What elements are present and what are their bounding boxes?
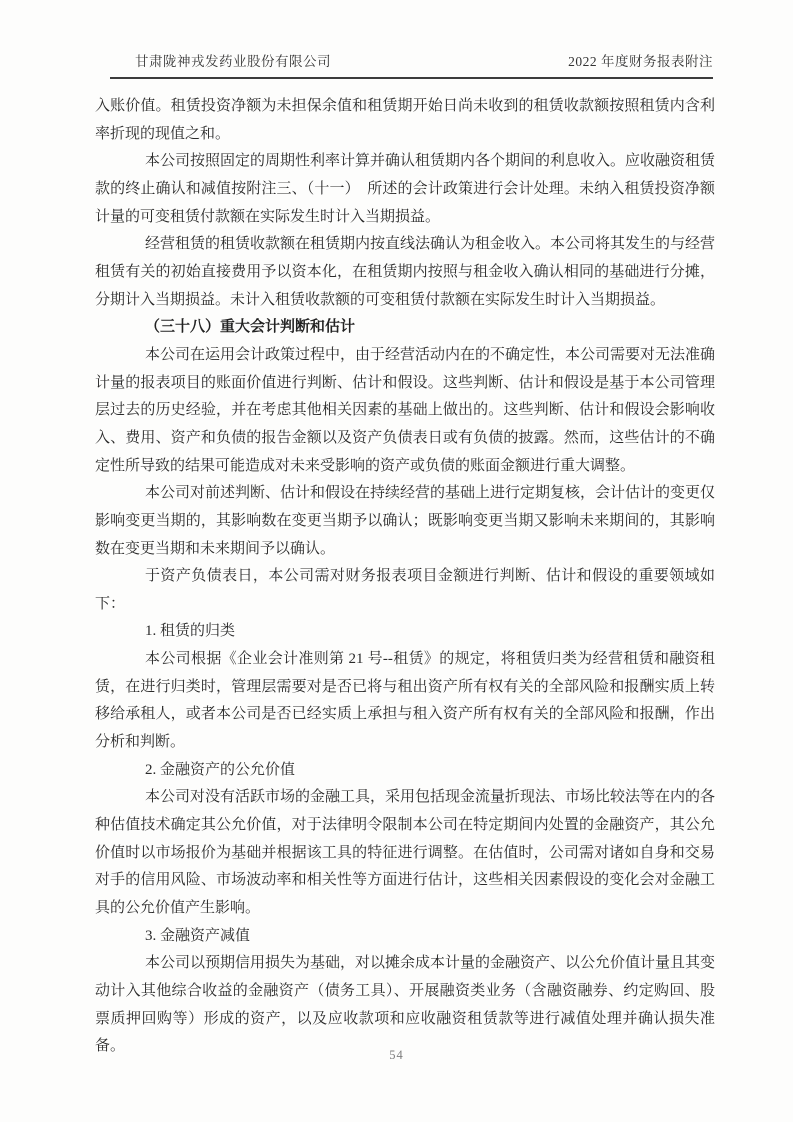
paragraph-fair-value: 本公司对没有活跃市场的金融工具，采用包括现金流量折现法、市场比较法等在内的各种估值技术确定其公允价值，对于法律明令限制本公司在特定期间内处置的金融资产，其公允价值时以市场报价为基础并根据该工具的特征进行调整。在估值时，公司需对诸如自身和交易对手的信用风险、市场波动率和相关性等方面进行估计，这些相关因素假设的变化会对金融工具的公允价值产生影响。 [95,789,716,917]
paragraph-periodic-review: 本公司对前述判断、估计和假设在持续经营的基础上进行定期复核，会计估计的变更仅影响变更当期的，其影响数在变更当期予以确认；既影响变更当期又影响未来期间的，其影响数在变更当期和未来期间予以确认。 [95,485,716,557]
subheading-2-fair-value: 2. 金融资产的公允价值 [145,761,296,778]
paragraph-accounting-policy-uncertainty: 本公司在运用会计政策过程中，由于经营活动内在的不确定性，本公司需要对无法准确计量的报表项目的账面价值进行判断、估计和假设。这些判断、估计和假设是基于本公司管理层过去的历史经验，并在考虑其他相关因素的基础上做出的。这些判断、估计和假设会影响收入、费用、资产和负债的报告金额以及资产负债表日或有负债的披露。然而，这些估计的不确定性所导致的结果可能造成对未来受影响的资产或负债的账面金额进行重大调整。 [95,346,716,474]
header-company-name: 甘肃陇神戎发药业股份有限公司 [135,54,331,69]
section-heading-38-judgments-estimates: （三十八）重大会计判断和估计 [145,319,356,336]
header-report-title: 2022 年度财务报表附注 [568,54,713,69]
paragraph-lease-classification: 本公司根据《企业会计准则第 21 号--租赁》的规定，将租赁归类为经营租赁和融资租赁，在进行归类时，管理层需要对是否已将与租出资产所有权有关的全部风险和报酬实质上转移给承租人，或者本公司是否已经实质上承担与租入资产所有权有关的全部风险和报酬，作出分析和判断。 [95,651,715,751]
paragraph-operating-lease-income: 经营租赁的租赁收款额在租赁期内按直线法确认为租金收入。本公司将其发生的与经营租赁有关的初始直接费用予以资本化，在租赁期内按照与租金收入确认相同的基础进行分摊，分期计入当期损益。未计入租赁收款额的可变租赁付款额在实际发生时计入当期损益。 [95,236,716,308]
paragraph-lease-investment-continuation: 入账价值。租赁投资净额为未担保余值和租赁期开始日尚未收到的租赁收款额按照租赁内含利率折现的现值之和。 [95,98,715,142]
subheading-3-impairment: 3. 金融资产减值 [145,927,251,944]
paragraph-interest-income: 本公司按照固定的周期性利率计算并确认租赁期内各个期间的利息收入。应收融资租赁款的终止确认和减值按附注三、（十一） 所述的会计政策进行会计处理。未纳入租赁投资净额计量的可变租赁付款额在实际发生时计入当期损益。 [95,153,716,225]
paragraph-key-areas-intro: 于资产负债表日，本公司需对财务报表项目金额进行判断、估计和假设的重要领域如下： [95,568,715,612]
page-number: 54 [389,1048,404,1062]
paragraph-impairment: 本公司以预期信用损失为基础，对以摊余成本计量的金融资产、以公允价值计量且其变动计入其他综合收益的金融资产（债务工具）、开展融资类业务（含融资融券、约定购回、股票质押回购等）形成的资产，以及应收款项和应收融资租赁款等进行减值处理并确认损失准备。 [95,955,716,1055]
subheading-1-lease-classification: 1. 租赁的归类 [145,623,236,640]
document-body [95,93,715,1061]
page-header [110,50,713,79]
